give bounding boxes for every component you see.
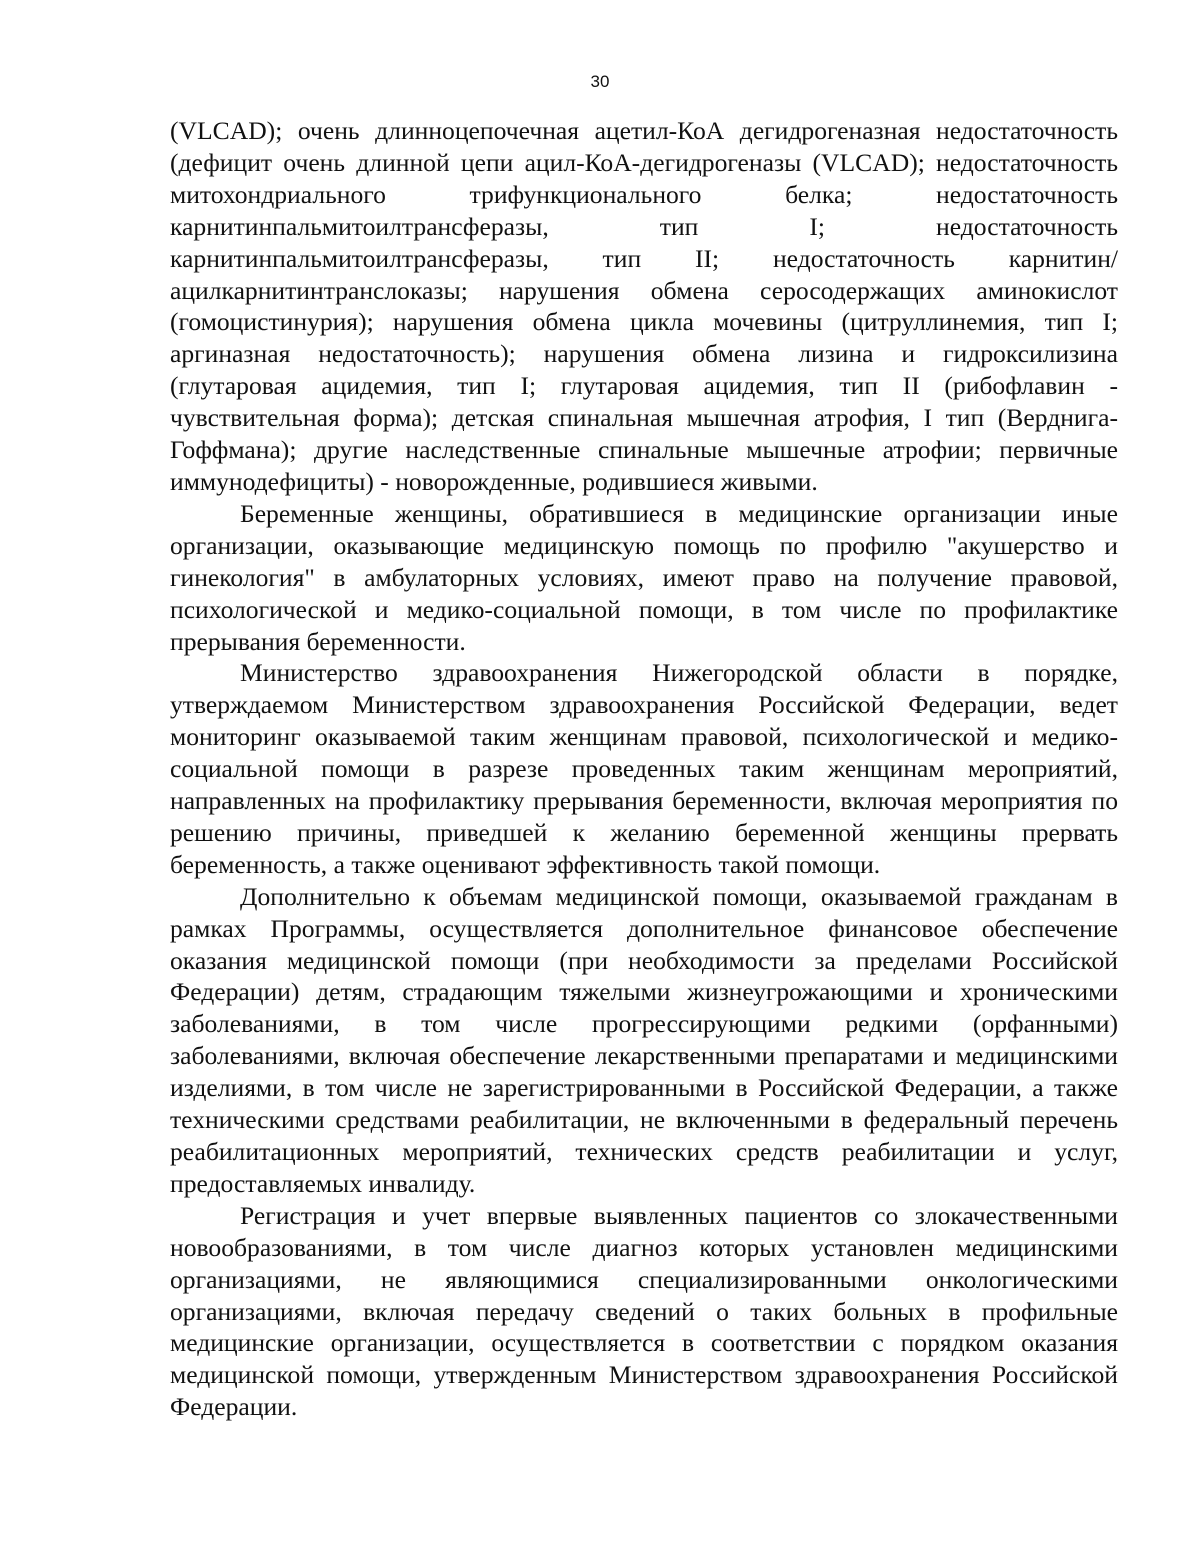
paragraph-ministry-monitoring: Министерство здравоохранения Нижегородской области в порядке, утверждаемом Министерством здравоохранения Российской Федерации, ведет мониторинг оказываемой таким женщинам правовой, психологической и медико-социальной помощи в разрезе проведенных таким женщинам мероприятий, направленных на профилактику прерывания беременности, включая мероприятия по решению причины, приведшей к желанию беременной женщины прервать беременность, а также оценивают эффективность такой помощи. bbox=[170, 658, 1118, 879]
page-number: 30 bbox=[590, 72, 610, 91]
paragraph-pregnant-women: Беременные женщины, обратившиеся в медицинские организации иные организации, оказывающие медицинскую помощь по профилю "акушерство и гинекология" в амбулаторных условиях, имеют право на получение правовой, психологической и медико-социальной помощи, в том числе по профилактике прерывания беременности. bbox=[170, 498, 1118, 656]
document-body bbox=[170, 115, 1118, 1423]
paragraph-disease-list: (VLCAD); очень длинноцепочечная ацетил-КоА дегидрогеназная недостаточность (дефицит очень длинной цепи ацил-КоА-дегидрогеназы (VLCAD); недостаточность митохондриального трифункционального белка; недостаточность карнитинпальмитоилтрансферазы, тип I; недостаточность карнитинпальмитоилтрансферазы, тип II; недостаточность карнитин/ацилкарнитинтранслоказы; нарушения обмена серосодержащих аминокислот (гомоцистинурия); нарушения обмена цикла мочевины (цитруллинемия, тип I; аргиназная недостаточность); нарушения обмена лизина и гидроксилизина (глутаровая ацидемия, тип I; глутаровая ацидемия, тип II (рибофлавин - чувствительная форма); детская спинальная мышечная атрофия, I тип (Верднига-Гоффмана); другие наследственные спинальные мышечные атрофии; первичные иммунодефициты) - новорожденные, родившиеся живыми. bbox=[170, 116, 1118, 496]
paragraph-additional-funding: Дополнительно к объемам медицинской помощи, оказываемой гражданам в рамках Программы, осуществляется дополнительное финансовое обеспечение оказания медицинской помощи (при необходимости за пределами Российской Федерации) детям, страдающим тяжелыми жизнеугрожающими и хроническими заболеваниями, в том числе прогрессирующими редкими (орфанными) заболеваниями, включая обеспечение лекарственными препаратами и медицинскими изделиями, в том числе не зарегистрированными в Российской Федерации, а также техническими средствами реабилитации, не включенными в федеральный перечень реабилитационных мероприятий, технических средств реабилитации и услуг, предоставляемых инвалиду. bbox=[170, 881, 1118, 1198]
paragraph-cancer-registration: Регистрация и учет впервые выявленных пациентов со злокачественными новообразованиями, в том числе диагноз которых установлен медицинскими организациями, не являющимися специализированными онкологическими организациями, включая передачу сведений о таких больных в профильные медицинские организации, осуществляется в соответствии с порядком оказания медицинской помощи, утвержденным Министерством здравоохранения Российской Федерации. bbox=[170, 1200, 1118, 1422]
